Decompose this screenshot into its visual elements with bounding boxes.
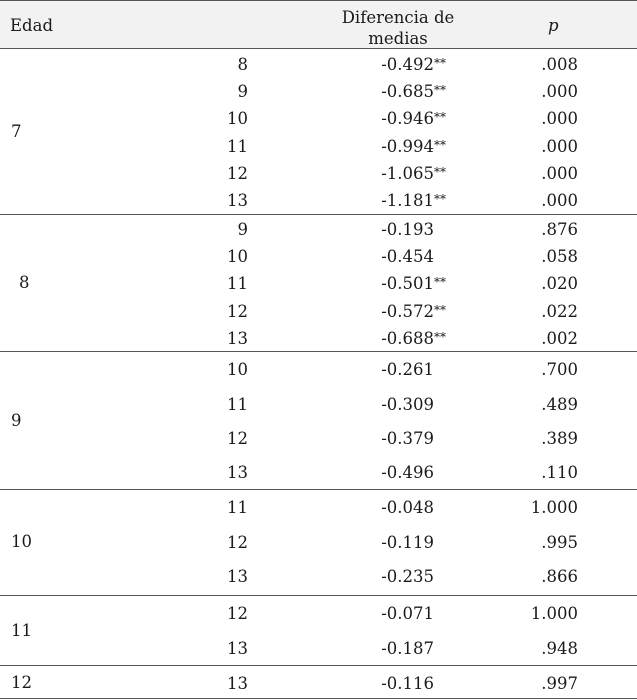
mean-difference-value: -0.187 xyxy=(381,638,434,658)
compared-edad-cell: 13 xyxy=(227,191,248,211)
mean-difference-cell xyxy=(352,431,450,448)
mean-difference-cell xyxy=(352,362,450,379)
compared-edad-cell: 8 xyxy=(237,54,248,74)
p-value-cell: .110 xyxy=(541,463,578,483)
edad-cell: 10 xyxy=(11,531,32,551)
mean-difference-cell xyxy=(352,606,450,623)
p-value-cell: .000 xyxy=(541,136,578,156)
compared-edad-cell: 12 xyxy=(227,163,248,183)
p-value-cell: .000 xyxy=(541,81,578,101)
p-value-cell: 1.000 xyxy=(530,604,578,624)
mean-difference-value: -1.181 xyxy=(381,191,434,211)
header-diferencia-line1: Diferencia de xyxy=(341,8,455,27)
mean-difference-cell xyxy=(352,219,450,239)
group-separator xyxy=(0,595,637,596)
p-value-cell: .876 xyxy=(541,219,578,239)
mean-difference-value: -0.492 xyxy=(381,54,434,74)
group-separator xyxy=(0,665,637,666)
compared-edad-cell: 11 xyxy=(227,136,248,156)
compared-edad-cell: 10 xyxy=(227,360,248,380)
p-value-cell: .948 xyxy=(541,638,578,658)
mean-difference-cell xyxy=(352,394,450,414)
compared-edad-cell: 10 xyxy=(227,246,248,266)
p-value-cell: .866 xyxy=(541,567,578,587)
p-value-cell: .002 xyxy=(541,328,578,348)
group-separator xyxy=(0,214,637,215)
p-value-cell: .700 xyxy=(541,360,578,380)
mean-difference-value: -0.572 xyxy=(381,301,434,321)
mean-difference-value: -0.688 xyxy=(381,328,434,348)
compared-edad-cell: 12 xyxy=(227,301,248,321)
mean-difference-value: -0.261 xyxy=(381,360,434,380)
compared-edad-cell: 13 xyxy=(227,567,248,587)
mean-difference-cell xyxy=(352,136,450,156)
p-value-cell: .008 xyxy=(541,54,578,74)
mean-difference-cell xyxy=(352,500,450,517)
p-value-cell: .997 xyxy=(541,673,578,693)
mean-difference-value: -0.235 xyxy=(381,567,434,587)
p-value-cell: .000 xyxy=(541,109,578,129)
table-header xyxy=(0,0,637,49)
mean-difference-cell xyxy=(352,54,450,74)
p-value-cell: .489 xyxy=(541,394,578,414)
mean-difference-value: -0.309 xyxy=(381,394,434,414)
significance-marker: ** xyxy=(434,137,446,152)
mean-difference-cell xyxy=(352,465,450,482)
significance-marker: ** xyxy=(434,164,446,179)
mean-difference-value: -0.119 xyxy=(381,532,434,552)
significance-marker: ** xyxy=(434,82,446,97)
mean-difference-cell xyxy=(352,276,450,293)
significance-marker: ** xyxy=(434,275,446,290)
mean-difference-value: -0.379 xyxy=(381,429,434,448)
mean-difference-value: -0.071 xyxy=(381,604,434,624)
mean-difference-cell xyxy=(352,673,450,693)
p-value-cell: .389 xyxy=(541,429,578,448)
compared-edad-cell: 13 xyxy=(227,638,248,658)
compared-edad-cell: 10 xyxy=(227,109,248,129)
mean-difference-value: -0.946 xyxy=(381,109,434,129)
mean-difference-cell xyxy=(352,301,450,321)
significance-marker: ** xyxy=(434,110,446,125)
edad-cell: 9 xyxy=(11,410,22,430)
mean-difference-value: -0.193 xyxy=(381,219,434,239)
p-value-cell: 1.000 xyxy=(530,498,578,518)
mean-difference-cell xyxy=(352,81,450,101)
mean-difference-value: -0.496 xyxy=(381,463,434,483)
edad-cell: 8 xyxy=(19,273,30,293)
p-value-cell: .000 xyxy=(541,191,578,211)
group-separator xyxy=(0,351,637,352)
edad-cell: 11 xyxy=(11,620,32,640)
mean-difference-cell xyxy=(352,163,450,183)
p-value-cell: .000 xyxy=(541,163,578,183)
mean-difference-value: -0.501 xyxy=(381,274,434,294)
header-edad: Edad xyxy=(10,16,54,35)
compared-edad-cell: 12 xyxy=(227,604,248,624)
mean-difference-cell xyxy=(352,111,450,128)
p-value-cell: .020 xyxy=(541,274,578,294)
compared-edad-cell: 11 xyxy=(227,274,248,294)
mean-difference-cell xyxy=(352,246,450,266)
header-diferencia xyxy=(336,7,460,49)
compared-edad-cell: 13 xyxy=(227,673,248,693)
mean-difference-cell xyxy=(352,532,450,552)
compared-edad-cell: 12 xyxy=(227,429,248,448)
compared-edad-cell: 9 xyxy=(237,219,248,239)
compared-edad-cell: 11 xyxy=(227,498,248,518)
mean-difference-value: -0.116 xyxy=(381,673,434,693)
compared-edad-cell: 13 xyxy=(227,463,248,483)
header-diferencia-line2: medias xyxy=(368,29,428,48)
mean-difference-value: -0.454 xyxy=(381,246,434,266)
compared-edad-cell: 12 xyxy=(227,532,248,552)
header-p: p xyxy=(548,16,559,35)
mean-difference-value: -0.685 xyxy=(381,81,434,101)
mean-difference-value: -1.065 xyxy=(381,163,434,183)
edad-cell: 12 xyxy=(11,672,32,692)
significance-marker: ** xyxy=(434,192,446,207)
significance-marker: ** xyxy=(434,329,446,344)
mean-difference-value: -0.994 xyxy=(381,136,434,156)
mean-difference-cell xyxy=(352,328,450,348)
mean-difference-cell xyxy=(352,638,450,658)
mean-difference-value: -0.048 xyxy=(381,498,434,518)
mean-difference-cell xyxy=(352,193,450,210)
compared-edad-cell: 13 xyxy=(227,328,248,348)
p-value-cell: .058 xyxy=(541,246,578,266)
p-value-cell: .995 xyxy=(541,532,578,552)
group-separator xyxy=(0,489,637,490)
compared-edad-cell: 11 xyxy=(227,394,248,414)
compared-edad-cell: 9 xyxy=(237,81,248,101)
significance-marker: ** xyxy=(434,302,446,317)
p-value-cell: .022 xyxy=(541,301,578,321)
table-bottom-rule xyxy=(0,698,637,699)
mean-difference-cell xyxy=(352,569,450,586)
edad-cell: 7 xyxy=(11,121,22,141)
significance-marker: ** xyxy=(434,55,446,70)
